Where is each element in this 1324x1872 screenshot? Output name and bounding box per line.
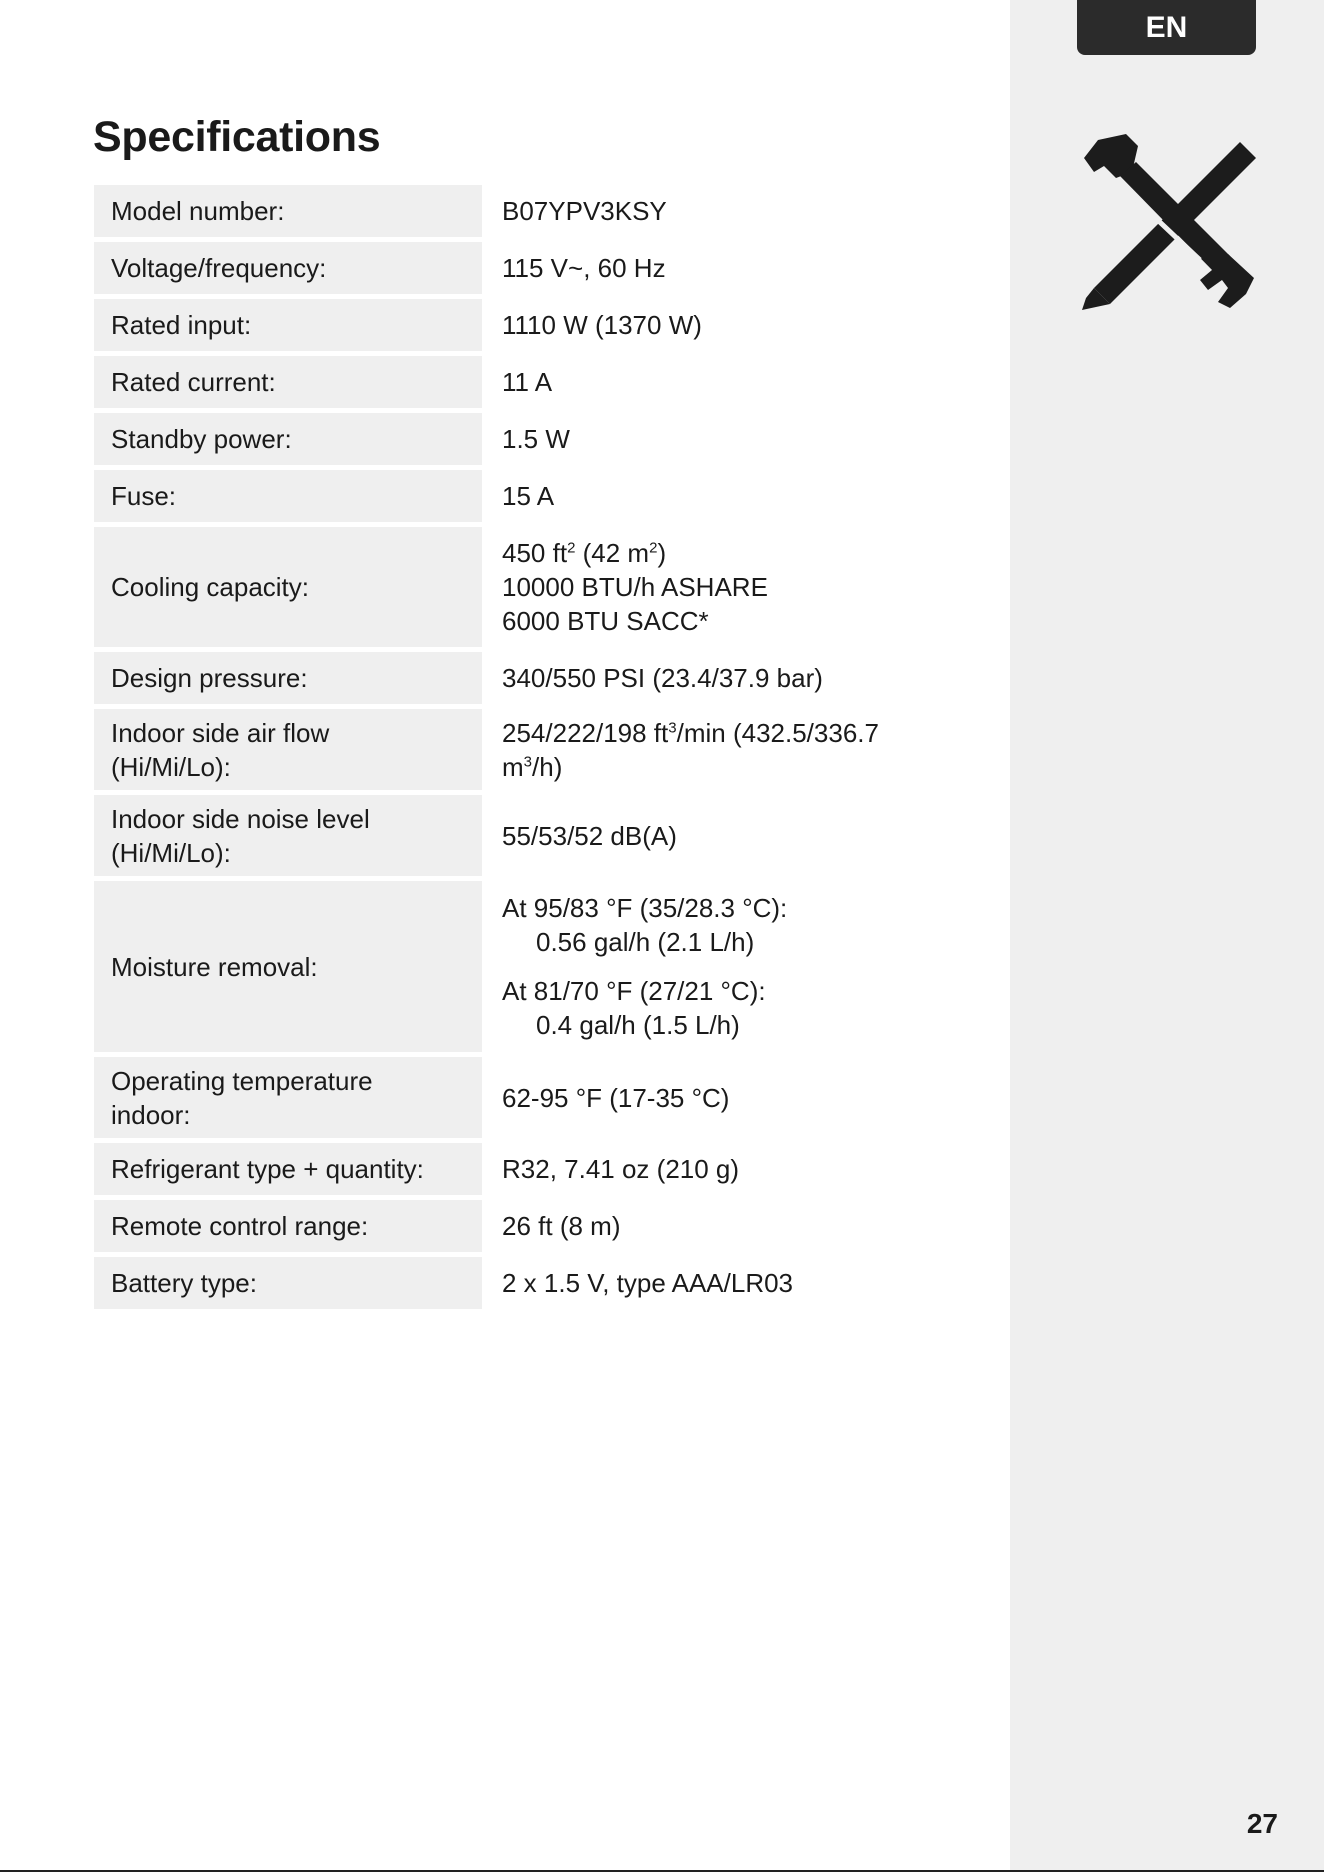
spec-label: Rated current:: [94, 356, 482, 408]
spec-row-refrigerant: [94, 1143, 934, 1195]
moisture-condition: At 81/70 °F (27/21 °C):: [502, 976, 766, 1006]
spec-value: R32, 7.41 oz (210 g): [502, 1154, 740, 1184]
spec-row-moisture-removal: [94, 881, 934, 1052]
spec-label: Operating temperature indoor:: [94, 1057, 482, 1138]
spec-row-fuse: [94, 470, 934, 522]
spec-row-design-pressure: [94, 652, 934, 704]
spec-value: 62-95 °F (17-35 °C): [502, 1082, 730, 1113]
spec-label: Battery type:: [94, 1257, 482, 1309]
spec-value: 1.5 W: [502, 424, 570, 454]
spec-label: Design pressure:: [94, 652, 482, 704]
spec-value: B07YPV3KSY: [502, 196, 667, 226]
moisture-rate: 0.56 gal/h (2.1 L/h): [536, 927, 755, 957]
spec-label: Cooling capacity:: [94, 527, 482, 647]
spec-value: 11 A: [502, 367, 553, 397]
spec-row-rated-input: [94, 299, 934, 351]
spec-value: [482, 881, 934, 1052]
spec-value: 115 V~, 60 Hz: [502, 253, 666, 283]
spec-label: Standby power:: [94, 413, 482, 465]
spec-value: 340/550 PSI (23.4/37.9 bar): [502, 663, 823, 693]
spec-label: Indoor side noise level (Hi/Mi/Lo):: [94, 795, 482, 876]
spec-row-operating-temperature: [94, 1057, 934, 1138]
spec-label: Moisture removal:: [94, 881, 482, 1052]
spec-value: 26 ft (8 m): [502, 1211, 621, 1241]
spec-label: Rated input:: [94, 299, 482, 351]
spec-row-noise-level: [94, 795, 934, 876]
moisture-condition: At 95/83 °F (35/28.3 °C):: [502, 893, 788, 923]
spec-row-battery-type: [94, 1257, 934, 1309]
tools-icon: [1080, 132, 1258, 310]
spec-label: Model number:: [94, 185, 482, 237]
spec-value: [482, 527, 934, 647]
moisture-rate: 0.4 gal/h (1.5 L/h): [536, 1010, 740, 1040]
spec-value: 55/53/52 dB(A): [502, 820, 677, 851]
spec-label: Fuse:: [94, 470, 482, 522]
spec-row-air-flow: [94, 709, 934, 790]
spec-row-remote-range: [94, 1200, 934, 1252]
cooling-btu-ashare: 10000 BTU/h ASHARE: [502, 572, 768, 602]
spec-value: 2 x 1.5 V, type AAA/LR03: [502, 1268, 794, 1298]
page-title: Specifications: [93, 113, 381, 161]
spec-label: Voltage/frequency:: [94, 242, 482, 294]
cooling-area: 450 $ft^2$ (42 $m^2$): [502, 538, 667, 568]
spec-row-voltage-frequency: [94, 242, 934, 294]
page-number: 27: [1246, 1808, 1278, 1839]
spec-row-model-number: [94, 185, 934, 237]
language-badge: EN: [1077, 0, 1256, 55]
spec-value: 254/222/198 $ft^3/\min$ (432.5/336.7 $m^3/h$): [502, 717, 879, 782]
cooling-btu-sacc: 6000 BTU SACC*: [502, 606, 709, 636]
spec-value: 15 A: [502, 481, 555, 511]
specifications-table: [94, 180, 934, 1314]
spec-row-cooling-capacity: [94, 527, 934, 647]
spec-label: Remote control range:: [94, 1200, 482, 1252]
spec-label: Refrigerant type + quantity:: [94, 1143, 482, 1195]
spec-value: 1110 W (1370 W): [502, 310, 702, 340]
spec-row-rated-current: [94, 356, 934, 408]
spec-label: Indoor side air flow (Hi/Mi/Lo):: [94, 709, 482, 790]
spec-row-standby-power: [94, 413, 934, 465]
